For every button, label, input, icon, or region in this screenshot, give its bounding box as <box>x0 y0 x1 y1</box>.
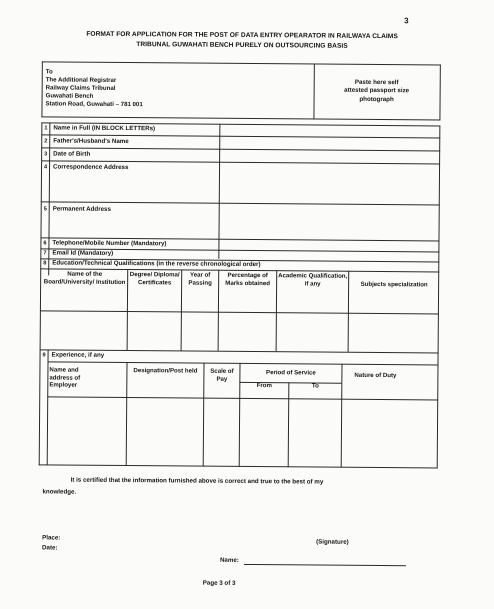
address-to: To <box>45 68 53 76</box>
edu-header-subjects: Subjects specialization <box>360 280 428 289</box>
address-box-bottom <box>41 116 440 120</box>
form-left-border <box>39 122 43 465</box>
field-number-4: 4 <box>44 164 48 171</box>
field-label-dob: Date of Birth <box>53 150 91 158</box>
field-label-email: Email Id (Mandatory) <box>52 249 114 257</box>
address-line-1: The Additional Registrar <box>45 76 117 85</box>
field-label-telephone: Telephone/Mobile Number (Mandatory) <box>52 239 167 248</box>
edu-header-percentage: Percentage of Marks obtained <box>225 271 271 287</box>
exp-header-from: From <box>256 382 272 390</box>
name-label: Name: <box>219 556 239 564</box>
edu-header-separator <box>40 310 439 314</box>
field-label-correspondence-address: Correspondence Address <box>53 163 129 172</box>
exp-header-separator <box>47 396 438 400</box>
edu-header-year: Year of Passing <box>188 271 212 287</box>
form-right-border <box>437 125 441 468</box>
address-box-top <box>42 61 441 65</box>
edu-header-qualification: Academic Qualification, if any <box>278 272 348 288</box>
address-line-4: Station Road, Guwahati – 781 001 <box>45 100 143 109</box>
page-footer: Page 3 of 3 <box>202 579 236 587</box>
field-number-5: 5 <box>43 206 47 213</box>
form-title <box>42 29 442 51</box>
page-number: 3 <box>404 16 409 26</box>
edu-header-board: Name of the Board/University/ Institution <box>43 270 126 286</box>
address-photo-divider <box>313 63 314 119</box>
exp-header-scale: Scale of Pay <box>210 367 234 383</box>
date-label: Date: <box>42 544 58 552</box>
address-box-right <box>439 64 440 120</box>
exp-header-period: Period of Service <box>265 369 316 377</box>
field-number-1: 1 <box>44 125 48 132</box>
exp-header-designation: Designation/Post held <box>133 367 198 375</box>
certification-line-1: It is certified that the information furnished above is correct and true to the best of my <box>70 476 324 486</box>
field-number-9: 9 <box>42 352 46 359</box>
exp-header-nature: Nature of Duty <box>354 371 397 380</box>
photo-line-1: Paste here self <box>354 78 399 87</box>
field-label-permanent-address: Permanent Address <box>52 205 111 213</box>
exp-col-divider-from-to <box>288 382 290 467</box>
exp-col-divider-1 <box>126 362 128 466</box>
number-column-divider-exp <box>48 349 49 361</box>
field-number-3: 3 <box>44 151 48 158</box>
exp-left-border <box>47 361 49 465</box>
exp-col-divider-4 <box>341 364 343 468</box>
field-label-father-husband: Father's/Husband's Name <box>53 137 129 146</box>
exp-header-to: To <box>311 382 319 390</box>
field-number-7: 7 <box>43 250 47 257</box>
address-line-2: Railway Claims Tribunal <box>45 84 116 93</box>
certification-line-2: knowledge. <box>42 488 77 496</box>
title-line-2: TRIBUNAL GUWAHATI BENCH PURELY ON OUTSOURCING BASIS <box>136 40 348 50</box>
edu-header-degree: Degree/ Diploma/ Certificates <box>129 271 180 286</box>
field-label-name: Name in Full (IN BLOCK LETTERs) <box>53 124 156 133</box>
addressee-block <box>45 68 143 109</box>
field-number-8: 8 <box>43 260 47 267</box>
row-separator-2 <box>41 147 440 151</box>
number-column-divider <box>48 122 50 275</box>
photo-line-2: attested passport size <box>344 87 410 95</box>
title-line-1: FORMAT FOR APPLICATION FOR THE POST OF DATA ENTRY OPEARATOR IN RAILWAYA CLAIMS <box>86 30 398 41</box>
field-number-6: 6 <box>43 240 47 247</box>
exp-top-border <box>48 361 439 365</box>
photo-placeholder <box>324 79 430 105</box>
photo-line-3: photograph <box>359 95 394 103</box>
field-label-experience: Experience, if any <box>51 351 105 359</box>
place-label: Place: <box>42 534 61 542</box>
field-label-education: Education/Technical Qualifications (in the reverse chronological order) <box>52 259 261 269</box>
address-line-3: Guwahati Bench <box>45 92 94 101</box>
address-box-left <box>41 61 42 117</box>
signature-label: (Signature) <box>316 538 349 546</box>
name-underline <box>244 564 406 566</box>
exp-header-employer: Name and address of Employer <box>49 366 81 389</box>
field-number-2: 2 <box>44 138 48 145</box>
